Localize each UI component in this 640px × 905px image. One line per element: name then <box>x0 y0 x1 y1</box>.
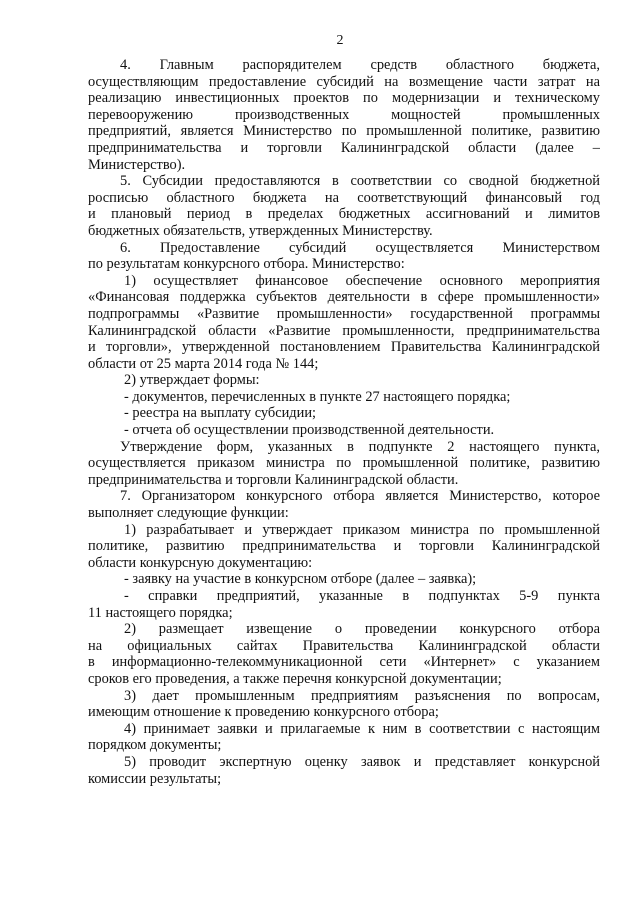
text-line: 4. Главным распорядителем средств областного бюджета, <box>120 57 600 73</box>
text-line: перевооружению производственных мощностей промышленных <box>88 106 600 123</box>
text-line: на официальных сайтах Правительства Калининградской области <box>88 637 600 654</box>
document-body <box>88 57 600 787</box>
text-line: - реестра на выплату субсидии; <box>124 405 317 422</box>
text-line: предпринимательства и торговли Калининградской области. <box>88 471 459 488</box>
text-line: в информационно-телекоммуникационной сети «Интернет» с указанием <box>88 654 600 671</box>
text-line: по результатам конкурсного отбора. Министерство: <box>88 256 405 273</box>
text-line: предпринимательства и торговли Калининградской области (далее – <box>88 139 600 156</box>
text-line: комиссии результаты; <box>88 770 222 787</box>
text-line: - отчета об осуществлении производственной деятельности. <box>124 422 495 439</box>
text-line: и торговли», утвержденной постановлением Правительства Калининградской <box>88 339 600 356</box>
text-line: политике, развитию предпринимательства и торговли Калининградской <box>88 538 600 555</box>
text-line: 1) осуществляет финансовое обеспечение основного мероприятия <box>124 272 600 289</box>
text-line: 1) разрабатывает и утверждает приказом министра по промышленной <box>124 521 600 538</box>
text-line: 11 настоящего порядка; <box>88 604 233 621</box>
text-line: реализацию инвестиционных проектов по модернизации и техническому <box>88 90 600 107</box>
text-line: Калининградской области «Развитие промышленности, предпринимательства <box>88 322 600 339</box>
text-line: области от 25 марта 2014 года № 144; <box>88 355 319 372</box>
text-line: росписью областного бюджета на соответствующий финансовый год <box>88 189 600 206</box>
text-line: и плановый период в пределах бюджетных ассигнований и лимитов <box>88 206 600 223</box>
text-line: - документов, перечисленных в пункте 27 настоящего порядка; <box>124 388 511 405</box>
text-line: 5) проводит экспертную оценку заявок и представляет конкурсной <box>124 753 600 770</box>
text-line: Утверждение форм, указанных в подпункте 2 настоящего пункта, <box>120 438 600 455</box>
text-line: выполняет следующие функции: <box>88 505 289 522</box>
text-line: - справки предприятий, указанные в подпунктах 5-9 пункта <box>124 588 600 604</box>
text-line: сроков его проведения, а также перечня конкурсной документации; <box>88 670 502 687</box>
text-line: Министерство). <box>88 156 186 173</box>
text-line: области конкурсную документацию: <box>88 554 313 571</box>
text-line: «Финансовая поддержка субъектов деятельности в сфере промышленности» <box>88 289 600 306</box>
text-line: - заявку на участие в конкурсном отборе (далее – заявка); <box>124 571 477 588</box>
text-line: осуществляется приказом министра по промышленной политике, развитию <box>88 455 600 472</box>
text-line: порядком документы; <box>88 737 222 754</box>
text-line: имеющим отношение к проведению конкурсного отбора; <box>88 704 439 721</box>
text-line: 3) дает промышленным предприятиям разъяснения по вопросам, <box>124 687 600 704</box>
text-line: 2) утверждает формы: <box>124 372 260 389</box>
text-line: 7. Организатором конкурсного отбора является Министерство, которое <box>120 488 600 505</box>
text-line: 5. Субсидии предоставляются в соответствии со сводной бюджетной <box>120 173 600 190</box>
text-line: предприятий, является Министерство по промышленной политике, развитию <box>88 123 600 140</box>
text-line: 6. Предоставление субсидий осуществляется Министерством <box>120 239 600 256</box>
text-line: 4) принимает заявки и прилагаемые к ним в соответствии с настоящим <box>124 720 600 737</box>
page-number: 2 <box>336 33 344 48</box>
text-line: бюджетных обязательств, утвержденных Министерству. <box>88 222 433 239</box>
text-line: 2) размещает извещение о проведении конкурсного отбора <box>124 621 600 638</box>
text-line: подпрограммы «Развитие промышленности» государственной программы <box>88 305 600 322</box>
text-line: осуществляющим предоставление субсидий на возмещение части затрат на <box>88 73 600 90</box>
